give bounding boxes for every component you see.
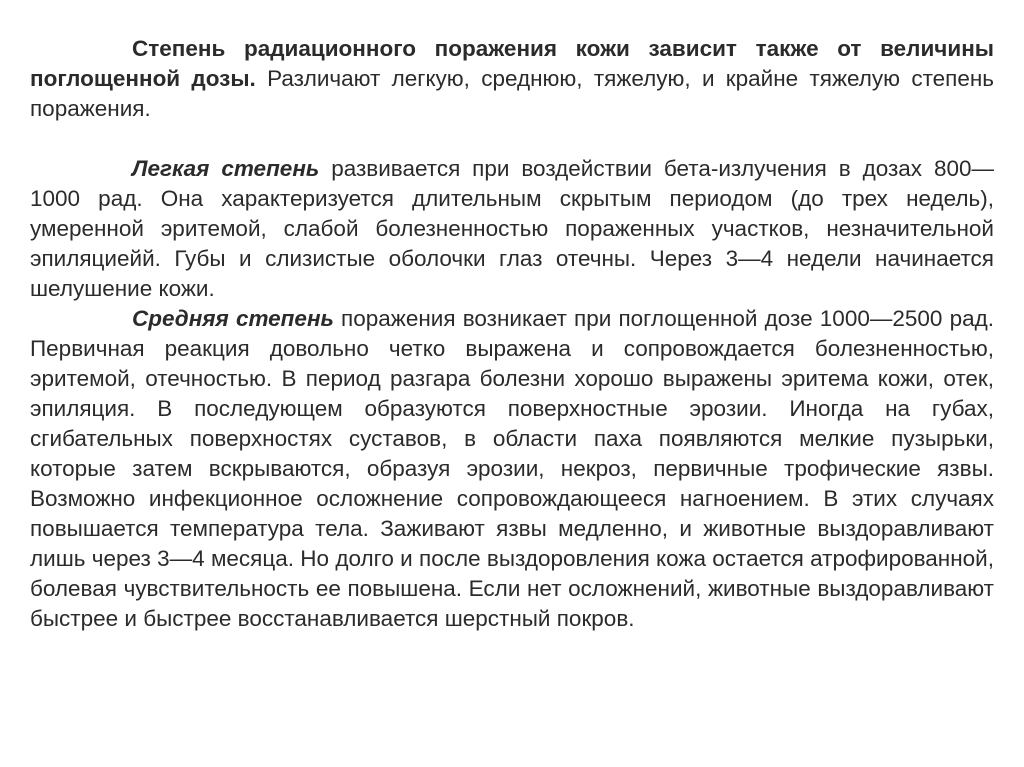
- paragraph-mild-degree: [30, 154, 994, 304]
- intro-text: Различают легкую, среднюю, тяжелую, и крайне тяжелую степень поражения.: [30, 66, 994, 121]
- moderate-degree-text: поражения возникает при поглощенной дозе 1000—2500 рад. Первичная реакция довольно четко выражена и сопровождается болезненностью, эритемой, отечностью. В период разгара болезни хорошо выражены эритема кожи, отек, эпиляция. В последующем образуются поверхностные эрозии. Иногда на губах, сгибательных поверхностях суставов, в области паха появляются мелкие пузырьки, которые затем вскрываются, образуя эрозии, некроз, первичные трофические язвы. Возможно инфекционное осложнение сопровождающееся нагноением. В этих случаях повышается температура тела. Заживают язвы медленно, и животные выздоравливают лишь через 3—4 месяца. Но долго и после выздоровления кожа остается атрофированной, болевая чувствительность ее повышена. Если нет осложнений, животные выздоравливают быстрее и быстрее восстанавливается шерстный покров.: [30, 306, 994, 631]
- paragraph-moderate-degree: [30, 304, 994, 634]
- mild-degree-term: Легкая степень: [132, 156, 320, 181]
- intro-bold-text: Степень радиационного поражения кожи зависит также от величины поглощенной дозы.: [30, 36, 994, 91]
- moderate-degree-term: Средняя степень: [132, 306, 334, 331]
- slide-text-body: [30, 34, 994, 634]
- paragraph-intro: [30, 34, 994, 124]
- mild-degree-text: развивается при воздействии бета-излучения в дозах 800—1000 рад. Она характеризуется длительным скрытым периодом (до трех недель), умеренной эритемой, слабой болезненностью пораженных участков, незначительной эпиляциейй. Губы и слизистые оболочки глаз отечны. Через 3—4 недели начинается шелушение кожи.: [30, 156, 994, 301]
